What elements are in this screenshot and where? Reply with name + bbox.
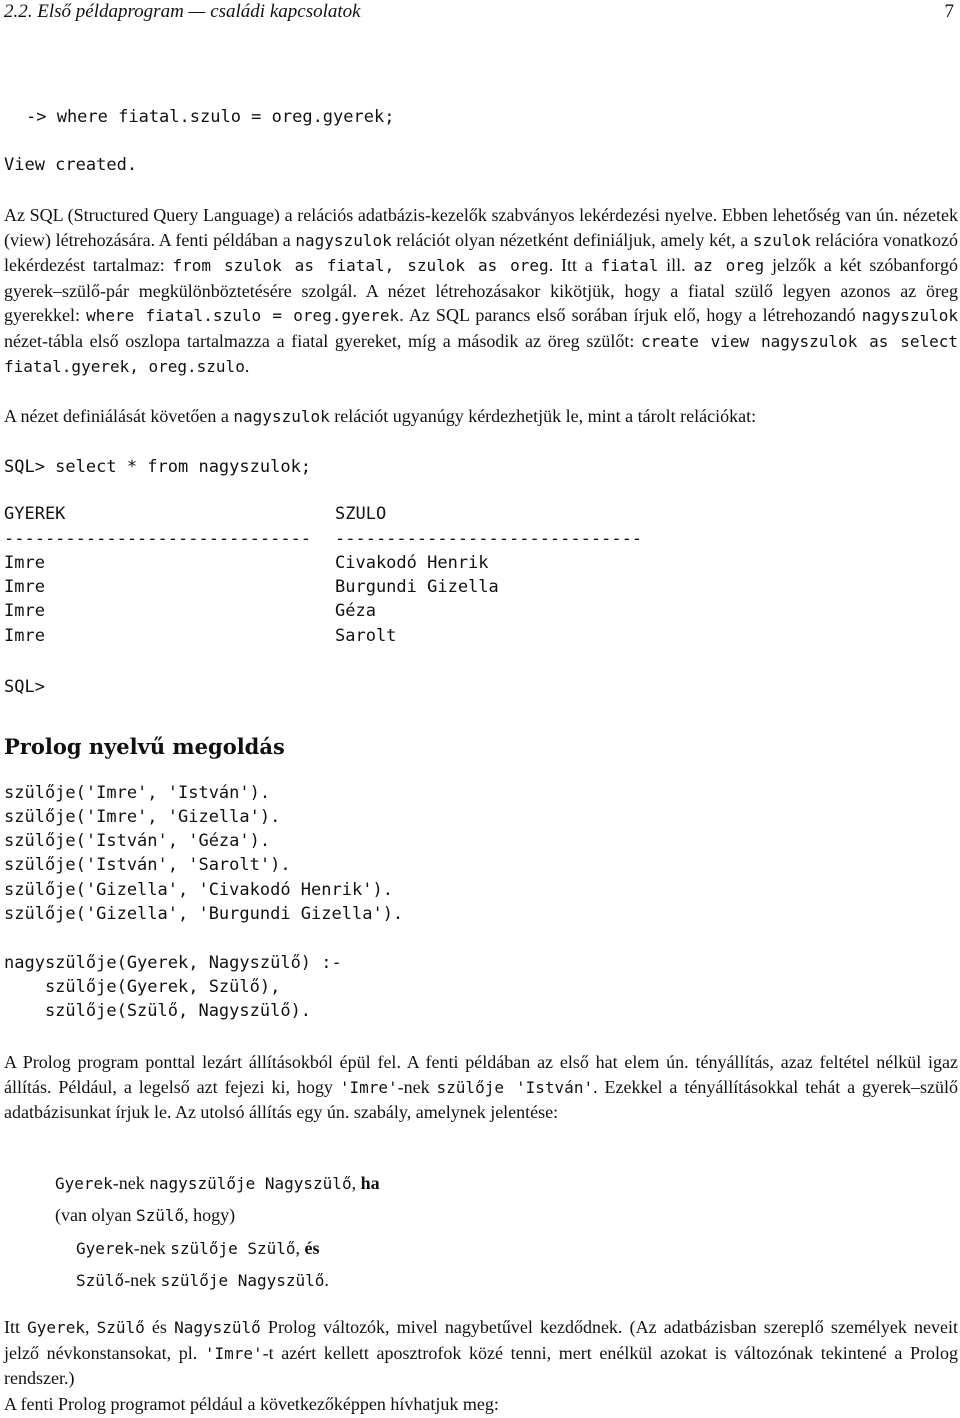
table-cell: Burgundi Gizella <box>335 577 499 597</box>
code-span: szülője Szülő <box>170 1239 296 1258</box>
text-span: , hogy) <box>184 1205 236 1225</box>
table-cell: Sarolt <box>335 626 397 646</box>
code-span: nagyszulok <box>861 306 959 325</box>
code-span: Szülő <box>76 1271 125 1290</box>
page-number: 7 <box>944 1 954 22</box>
text-span: -nek <box>133 1238 171 1258</box>
paragraph: A fenti Prolog programot például a következőképpen hívhatjuk meg: <box>4 1394 499 1414</box>
paragraph <box>4 1050 958 1125</box>
meaning-line <box>55 1171 380 1196</box>
text-span: relációra vonatkozó lekérdezést tartalmaz: <box>4 229 958 275</box>
prolog-rule-line: nagyszülője(Gyerek, Nagyszülő) :- <box>4 953 342 973</box>
prolog-fact: szülője('István', 'Géza'). <box>4 831 271 851</box>
code-span: nagyszulok <box>233 407 330 426</box>
code-span: from szulok as fiatal, szulok as oreg <box>172 256 549 275</box>
paragraph <box>4 203 958 380</box>
prolog-fact: szülője('Gizella', 'Burgundi Gizella'). <box>4 904 404 924</box>
code-span: 'Imre' <box>339 1077 398 1097</box>
code-span: Gyerek <box>76 1239 134 1258</box>
table-cell: Imre <box>4 601 45 621</box>
code-span: az oreg <box>693 256 765 275</box>
section-heading: Prolog nyelvű megoldás <box>4 734 285 759</box>
code-line: View created. <box>4 155 138 175</box>
text-span: -nek <box>397 1076 437 1097</box>
table-header-szulo: SZULO <box>335 504 387 524</box>
code-span: fiatal <box>600 256 659 275</box>
text-span: Az SQL (Structured Query Language) a relációs adatbázis-kezelők szabványos lekérdezési nyelve. Ebben lehetőség van ún. nézetek (view) létrehozására. A fenti példában a <box>4 205 958 250</box>
table-separator: ------------------------------ <box>335 529 643 549</box>
code-span: szülője Nagyszülő <box>160 1271 325 1290</box>
sql-query-line: SQL> select * from nagyszulok; <box>4 457 312 477</box>
meaning-line <box>55 1203 235 1228</box>
text-span: . Ezekkel a tényállításokkal tehát a gyerek–szülő adatbázisunkat írjuk le. Az utolsó állítás egy ún. szabály, amelynek jelentése: <box>4 1076 959 1122</box>
keyword: és <box>304 1238 320 1258</box>
prolog-fact: szülője('Imre', 'István'). <box>4 783 271 803</box>
text-span: . Itt a <box>548 255 601 275</box>
prolog-rule-line: szülője(Szülő, Nagyszülő). <box>4 1001 312 1021</box>
paragraph <box>4 404 958 430</box>
text-span: -nek <box>112 1173 150 1193</box>
code-span: Nagyszülő <box>174 1318 261 1337</box>
text-span: nézet-tábla első oszlopa tartalmazza a fiatal gyereket, míg a második az öreg szülőt: <box>4 330 642 351</box>
table-cell: Civakodó Henrik <box>335 553 489 573</box>
table-cell: Imre <box>4 577 45 597</box>
text-span: jelzők a két szóbanforgó gyerek–szülő-pár megkülönböztetésére szolgál. A nézet létrehozásakor kikötjük, hogy a fiatal szülő legyen azonos az öreg gyerekkel: <box>4 255 958 325</box>
table-cell: Imre <box>4 626 45 646</box>
text-span: , <box>351 1173 361 1193</box>
text-span: . <box>324 1270 329 1290</box>
text-span: . <box>244 356 250 376</box>
text-span: ill. <box>658 255 694 275</box>
meaning-line <box>76 1268 329 1293</box>
table-cell: Géza <box>335 601 376 621</box>
text-span: , <box>84 1317 97 1337</box>
code-span: Szülő <box>135 1206 185 1225</box>
code-line: -> where fiatal.szulo = oreg.gyerek; <box>26 107 395 127</box>
prolog-rule-line: szülője(Gyerek, Szülő), <box>4 977 281 997</box>
table-header-gyerek: GYEREK <box>4 504 66 524</box>
text-span: -nek <box>124 1270 161 1290</box>
text-span: (van olyan <box>55 1205 136 1225</box>
text-span: Prolog változók, mivel nagybetűvel kezdődnek. (Az adatbázisban szereplő személyek neveit jelző névkonstansokat, pl. <box>4 1317 959 1363</box>
text-span: Itt <box>4 1317 28 1337</box>
prolog-fact: szülője('István', 'Sarolt'). <box>4 855 291 875</box>
code-span: szulok <box>752 230 811 250</box>
meaning-line <box>76 1236 320 1261</box>
table-separator: ------------------------------ <box>4 529 312 549</box>
code-span: nagyszulok <box>295 230 392 250</box>
code-span: 'Imre' <box>204 1343 263 1363</box>
text-span: relációt olyan nézetként definiáljuk, amely két, a <box>391 229 753 250</box>
code-span: nagyszülője Nagyszülő <box>149 1174 352 1193</box>
code-span: Gyerek <box>55 1174 113 1193</box>
text-span: és <box>144 1317 175 1337</box>
prolog-fact: szülője('Gizella', 'Civakodó Henrik'). <box>4 880 393 900</box>
text-span: relációt ugyanúgy kérdezhetjük le, mint a tárolt relációkat: <box>329 406 757 426</box>
code-span: where fiatal.szulo = oreg.gyerek <box>86 306 400 325</box>
running-header-title: 2.2. Első példaprogram — családi kapcsolatok <box>4 1 361 22</box>
prolog-fact: szülője('Imre', 'Gizella'). <box>4 807 281 827</box>
code-span: Gyerek <box>27 1318 85 1337</box>
paragraph <box>4 1315 958 1391</box>
keyword: ha <box>360 1173 380 1193</box>
text-span: A Prolog program ponttal lezárt állításokból épül fel. A fenti példában az első hat elem ún. tényállítás, azaz feltétel nélkül igaz állítás. Például, a legelső azt fejezi ki, hogy <box>4 1052 958 1097</box>
code-span: Szülő <box>96 1318 145 1337</box>
sql-prompt: SQL> <box>4 677 45 697</box>
text-span: A nézet definiálását követően a <box>4 406 234 426</box>
code-span: szülője 'István' <box>436 1077 594 1097</box>
text-span: , <box>295 1238 305 1258</box>
code-span: create view nagyszulok as select fiatal.gyerek, oreg.szulo <box>4 331 959 376</box>
table-cell: Imre <box>4 553 45 573</box>
text-span: -t azért kellett aposztrofok közé tenni, mert enélkül azokat is változónak tekintené a Prolog rendszer.) <box>4 1342 958 1388</box>
text-span: . Az SQL parancs első sorában írjuk elő, hogy a létrehozandó <box>399 305 862 325</box>
